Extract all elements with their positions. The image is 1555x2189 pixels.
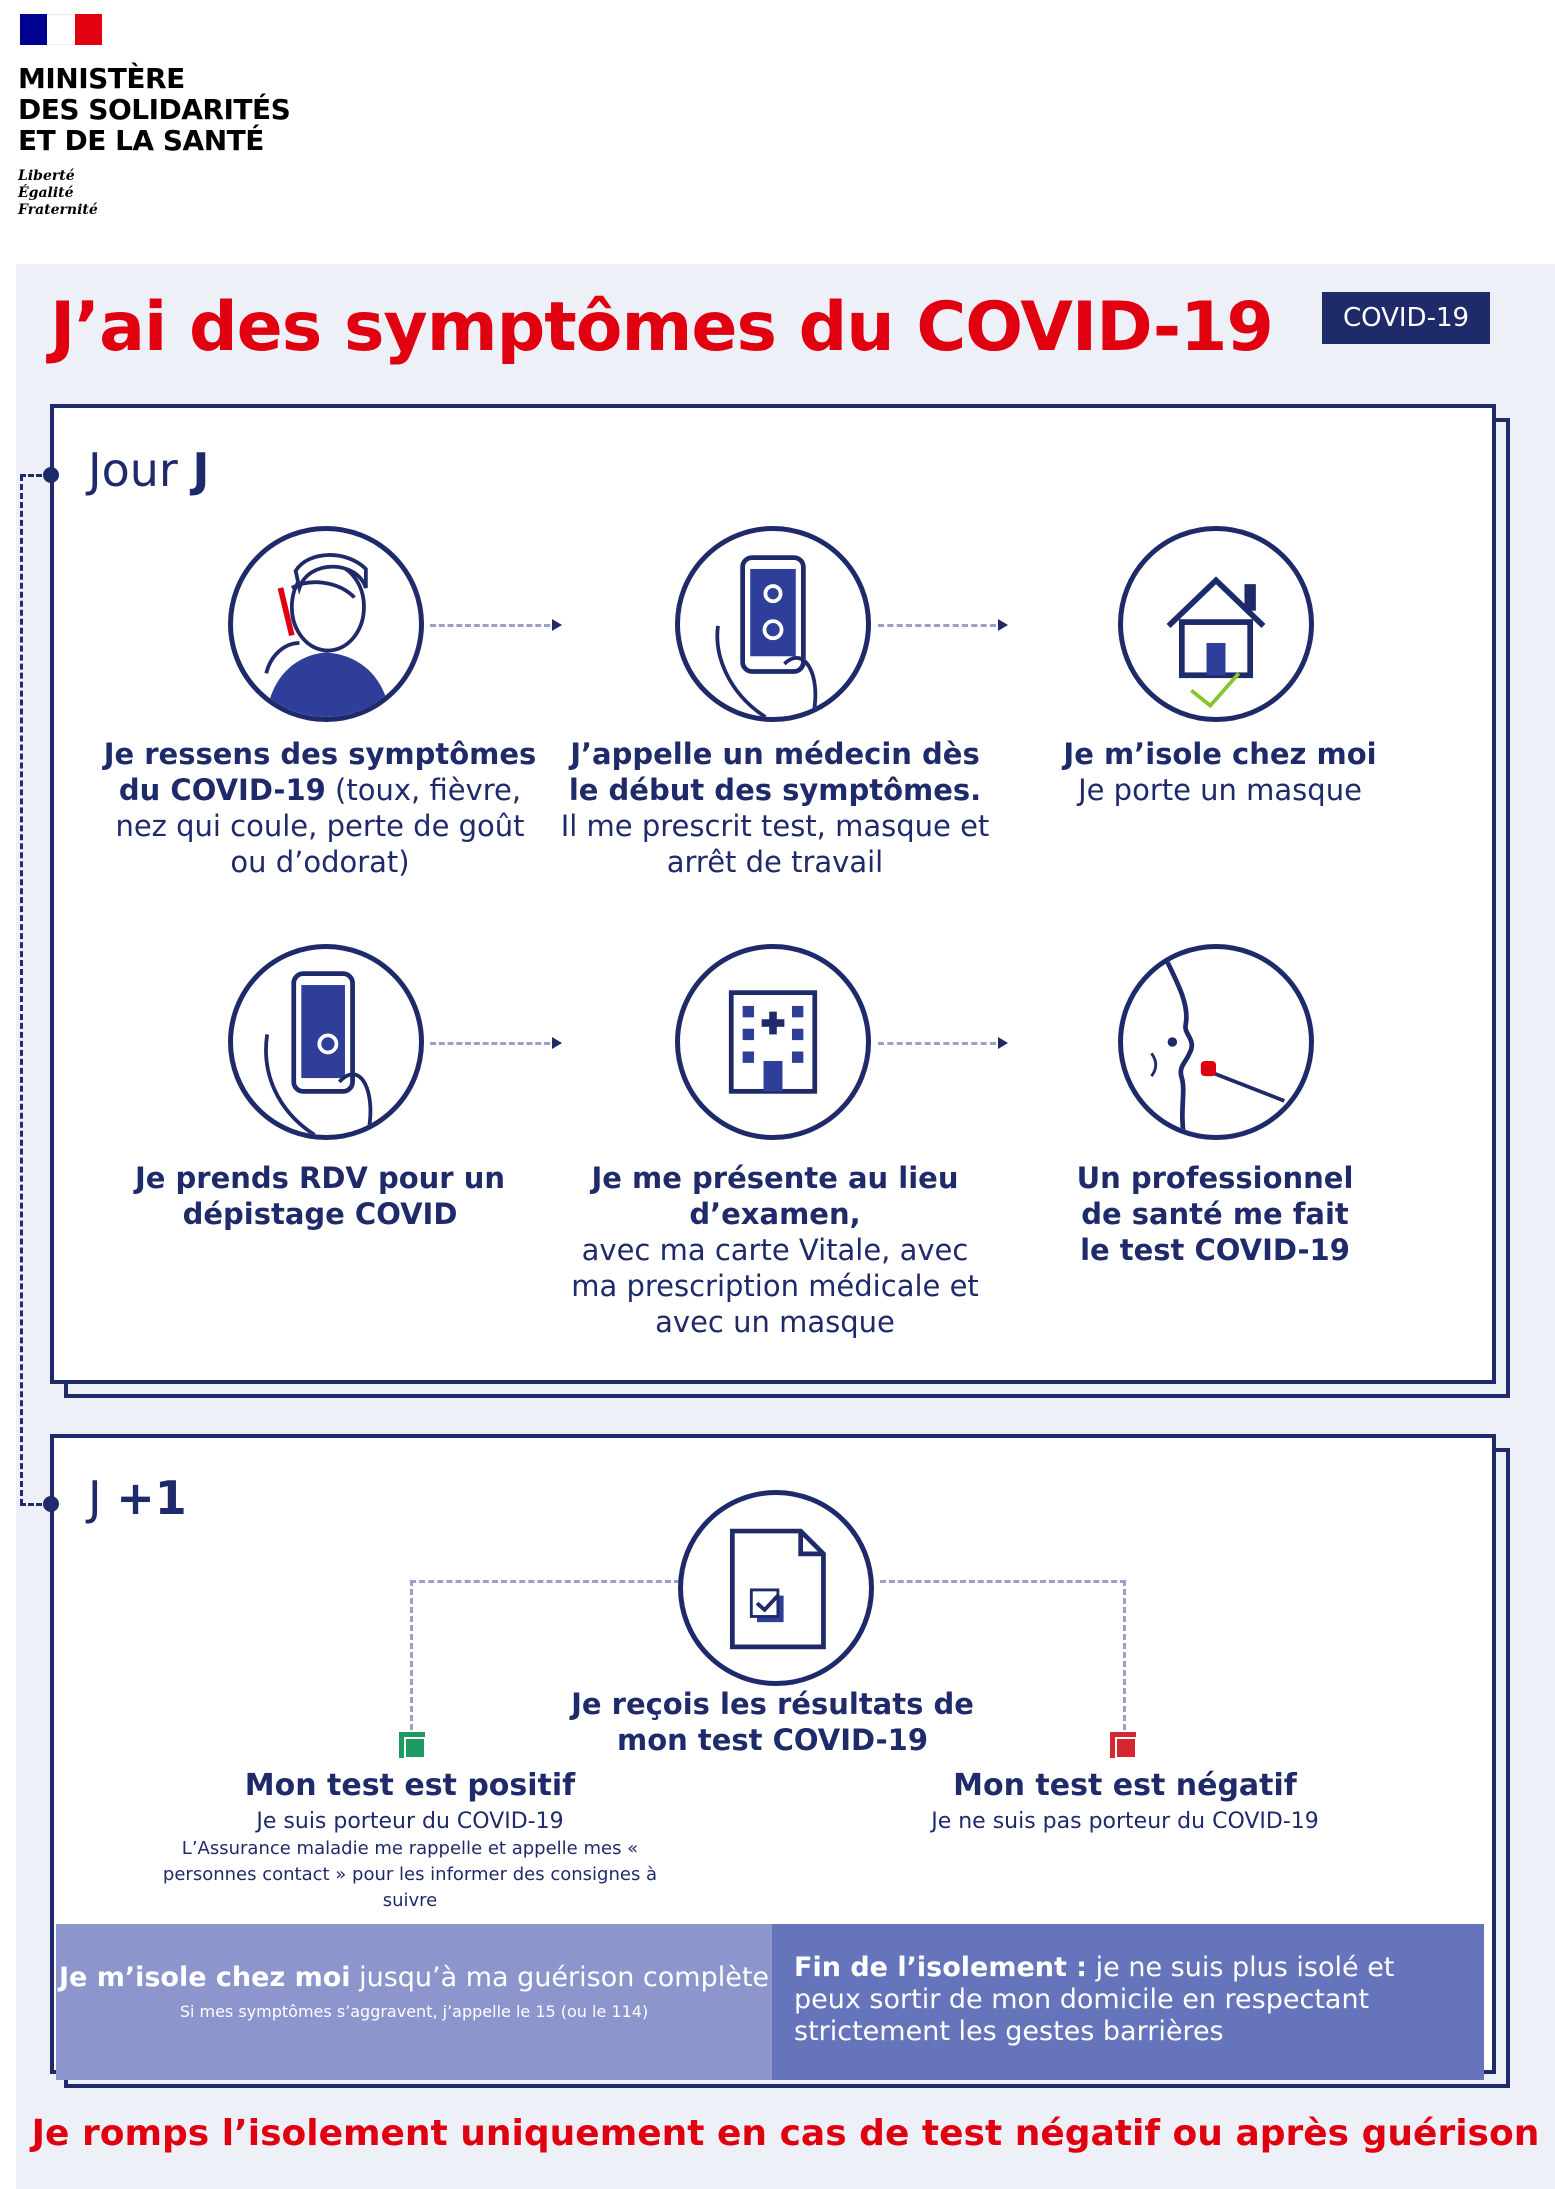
nasal-swab-icon <box>1118 944 1314 1140</box>
marianne-flag-icon <box>20 14 102 45</box>
footer-message: Je romps l’isolement uniquement en cas de test négatif ou après guérison <box>31 2113 1540 2154</box>
page-title: J’ai des symptômes du COVID-19 <box>50 288 1273 367</box>
step-test-text: Un professionnel de santé me fait le test COVID-19 <box>1076 1161 1354 1267</box>
phone-appointment-icon <box>228 944 424 1140</box>
negative-cross-icon <box>1108 1730 1138 1760</box>
ministry-name: MINISTÈRE DES SOLIDARITÉS ET DE LA SANTÉ <box>18 62 291 157</box>
step-symptoms-text: Je ressens des symptômes du COVID-19 (toux, fièvre, nez qui coule, perte de goût ou d’odorat) <box>103 737 537 879</box>
step-call-doctor-text: J’appelle un médecin dès le début des symptômes. Il me prescrit test, masque et arrêt de travail <box>560 737 990 879</box>
positive-check-icon <box>397 1730 427 1760</box>
flow-arrow <box>430 1042 550 1045</box>
symptoms-icon <box>228 526 424 722</box>
document-check-icon <box>678 1490 874 1686</box>
hospital-icon <box>675 944 871 1140</box>
step-isolate-text: Je m’isole chez moi Je porte un masque <box>1063 737 1377 807</box>
timeline-dot-j1 <box>43 1496 59 1512</box>
flow-arrow <box>878 1042 996 1045</box>
covid-tag: COVID-19 <box>1322 292 1490 344</box>
step-appointment-text: Je prends RDV pour un dépistage COVID <box>134 1161 505 1231</box>
positive-detail: L’Assurance maladie me rappelle et appelle mes « personnes contact » pour les informer des consignes à suivre <box>162 1838 658 1911</box>
negative-title: Mon test est négatif <box>953 1768 1297 1803</box>
step-exam-text: Je me présente au lieu d’examen, avec ma carte Vitale, avec ma prescription médicale et avec un masque <box>571 1161 979 1339</box>
flow-arrow <box>878 624 996 627</box>
positive-title: Mon test est positif <box>244 1768 576 1803</box>
isolation-band: Je m’isole chez moi jusqu’à ma guérison complète Si mes symptômes s’aggravent, j’appelle le 15 (ou le 114) <box>56 1924 772 2080</box>
timeline-dot-j <box>43 467 59 483</box>
day-j-label: Jour J <box>88 443 210 497</box>
positive-subtitle: Je suis porteur du COVID-19 <box>256 1809 564 1834</box>
republic-motto: Liberté Égalité Fraternité <box>18 168 98 218</box>
end-isolation-band: Fin de l’isolement : je ne suis plus isolé et peux sortir de mon domicile en respectant strictement les gestes barrières <box>772 1924 1484 2080</box>
flow-arrow <box>430 624 550 627</box>
ministry-logo <box>18 14 318 219</box>
results-text: Je reçois les résultats de mon test COVID-19 <box>571 1687 974 1757</box>
timeline-line <box>20 475 23 1505</box>
day-j1-label: J +1 <box>88 1471 187 1525</box>
phone-doctor-icon <box>675 526 871 722</box>
home-icon <box>1118 526 1314 722</box>
negative-subtitle: Je ne suis pas porteur du COVID-19 <box>931 1809 1319 1834</box>
